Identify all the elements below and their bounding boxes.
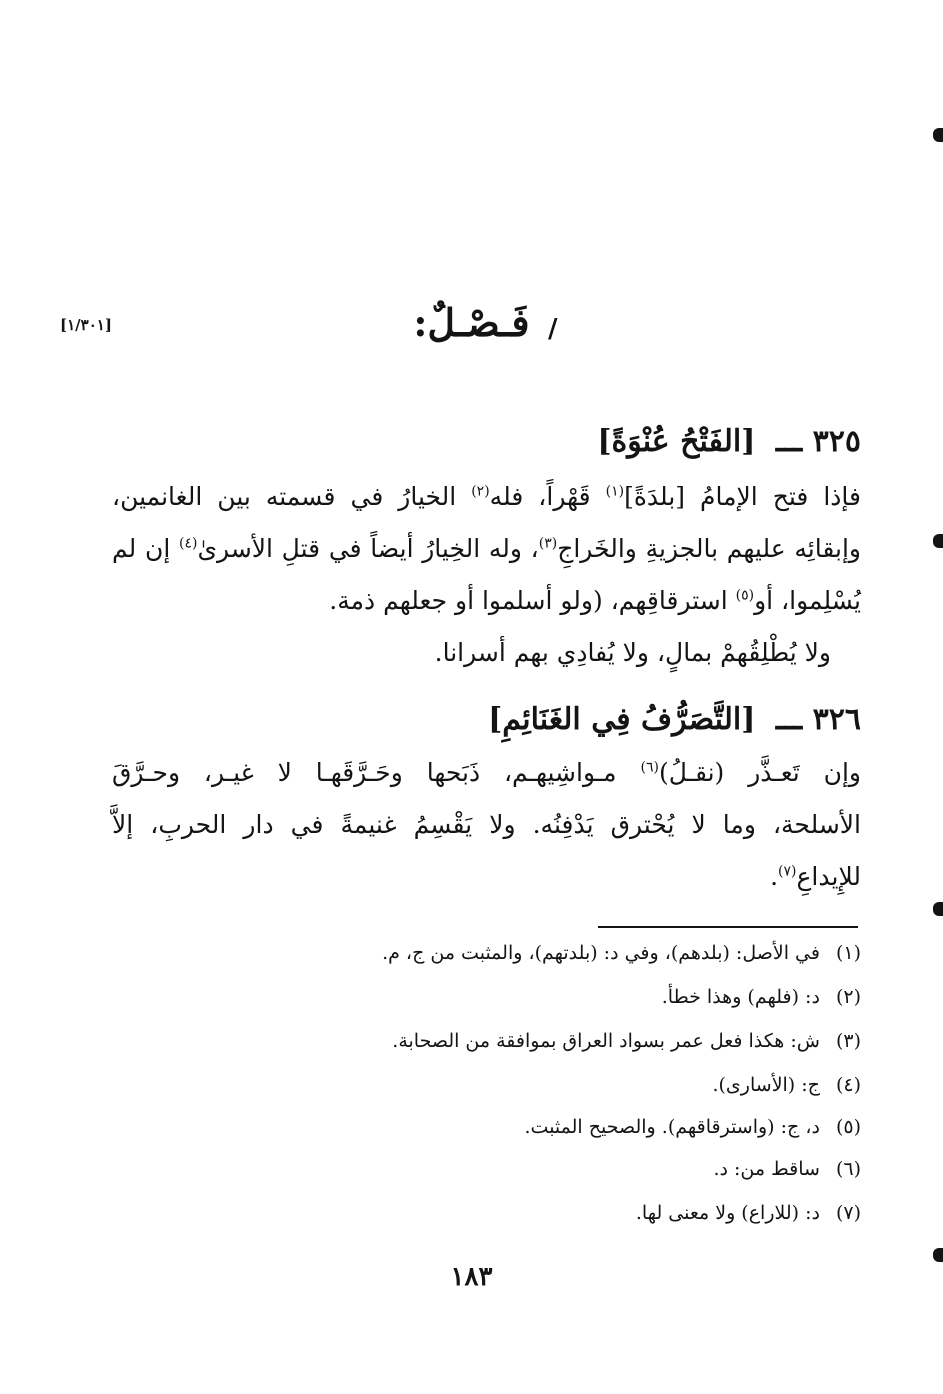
footnote-number: (٧) bbox=[835, 1202, 861, 1224]
page-number: ١٨٣ bbox=[450, 1262, 493, 1292]
footnote-ref: (١) bbox=[605, 483, 625, 500]
footnote-7 bbox=[636, 1202, 861, 1224]
chapter-slash: / bbox=[548, 314, 558, 344]
paragraph-line: وإبقائِه عليهم بالجزيةِ والخَراجِ$^{(٣)}$، وله الخِيارُ أيضاً في قتلِ الأسرىٰ$^{(٤)}$ إن لم bbox=[112, 534, 861, 563]
section-title: [الفَتْحُ عُنْوَةً] bbox=[597, 424, 756, 459]
footnote-number: (٤) bbox=[835, 1074, 861, 1096]
edge-mark bbox=[933, 534, 943, 548]
paragraph-line: ولا يُطْلِقُهمْ بمالٍ، ولا يُفادِي بهم أسرانا. bbox=[434, 638, 831, 667]
paragraph-line: للإِيداعِ$^{(٧)}$. bbox=[770, 862, 861, 891]
footnote-ref: (٣) bbox=[538, 535, 558, 552]
footnote-text: ش: هكذا فعل عمر بسواد العراق بموافقة من الصحابة. bbox=[392, 1030, 820, 1052]
footnote-number: (١) bbox=[835, 942, 861, 964]
footnote-3 bbox=[392, 1030, 861, 1052]
footnote-number: (٣) bbox=[835, 1030, 861, 1052]
footnote-ref: (٤) bbox=[178, 535, 198, 552]
footnote-text: د: (للاراع) ولا معنى لها. bbox=[635, 1202, 820, 1224]
footnote-ref: (٧) bbox=[778, 863, 797, 880]
footnote-divider bbox=[598, 926, 858, 928]
footnote-text: ساقط من: د. bbox=[713, 1158, 820, 1180]
footnote-4 bbox=[712, 1074, 861, 1096]
footnote-text: د، ج: (واسترقاقهم). والصحيح المثبت. bbox=[524, 1116, 820, 1138]
footnote-2 bbox=[662, 986, 861, 1008]
paragraph-line: يُسْلِموا، أو$^{(٥)}$ استرقاقِهم، (ولو أسلموا أو جعلهم ذمة. bbox=[329, 586, 861, 615]
edge-mark bbox=[933, 902, 943, 916]
chapter-title: فَـصْـلٌ: bbox=[413, 300, 530, 345]
section-number: ٣٢٦ ـــ bbox=[775, 702, 861, 737]
section-number: ٣٢٥ ـــ bbox=[775, 424, 861, 459]
section-heading-326 bbox=[488, 702, 861, 737]
footnote-number: (٦) bbox=[835, 1158, 861, 1180]
paragraph-line: الأسلحة، وما لا يُحْترق يَدْفِنُه. ولا يَقْسِمُ غنيمةً في دار الحربِ، إلاَّ bbox=[112, 810, 861, 839]
folio-reference: [١/٣٠١] bbox=[60, 316, 112, 334]
footnote-ref: (٥) bbox=[735, 587, 755, 604]
footnote-text: في الأصل: (بلدهم)، وفي د: (بلدتهم)، والمثبت من ج، م. bbox=[382, 942, 820, 964]
footnote-ref: (٦) bbox=[640, 759, 659, 776]
footnote-text: د: (فلهم) وهذا خطأ. bbox=[661, 986, 820, 1008]
paragraph-line: فإذا فتح الإمامُ [بلدَةً]$^{(١)}$ قَهْراً، فله$^{(٢)}$ الخيارُ في قسمته بين الغانمين، bbox=[112, 482, 861, 511]
edge-mark bbox=[933, 128, 943, 142]
footnote-number: (٢) bbox=[835, 986, 861, 1008]
paragraph-line: وإن تَعـذَّر (نقـلُ)$^{(٦)}$ مـواشِيهـم، ذَبَحها وحَـرَّقَهـا لا غيـر، وحـرَّقَ bbox=[112, 758, 861, 787]
footnote-1 bbox=[382, 942, 861, 964]
footnote-6 bbox=[713, 1158, 861, 1180]
section-title: [التَّصَرُّفُ فِي الغَنَائِمِ] bbox=[488, 702, 756, 737]
edge-mark bbox=[933, 1248, 943, 1262]
section-heading-325 bbox=[597, 424, 861, 459]
footnote-ref: (٢) bbox=[471, 483, 490, 500]
footnote-5 bbox=[525, 1116, 862, 1138]
footnote-number: (٥) bbox=[835, 1116, 861, 1138]
footnote-text: ج: (الأسارى). bbox=[712, 1074, 820, 1096]
